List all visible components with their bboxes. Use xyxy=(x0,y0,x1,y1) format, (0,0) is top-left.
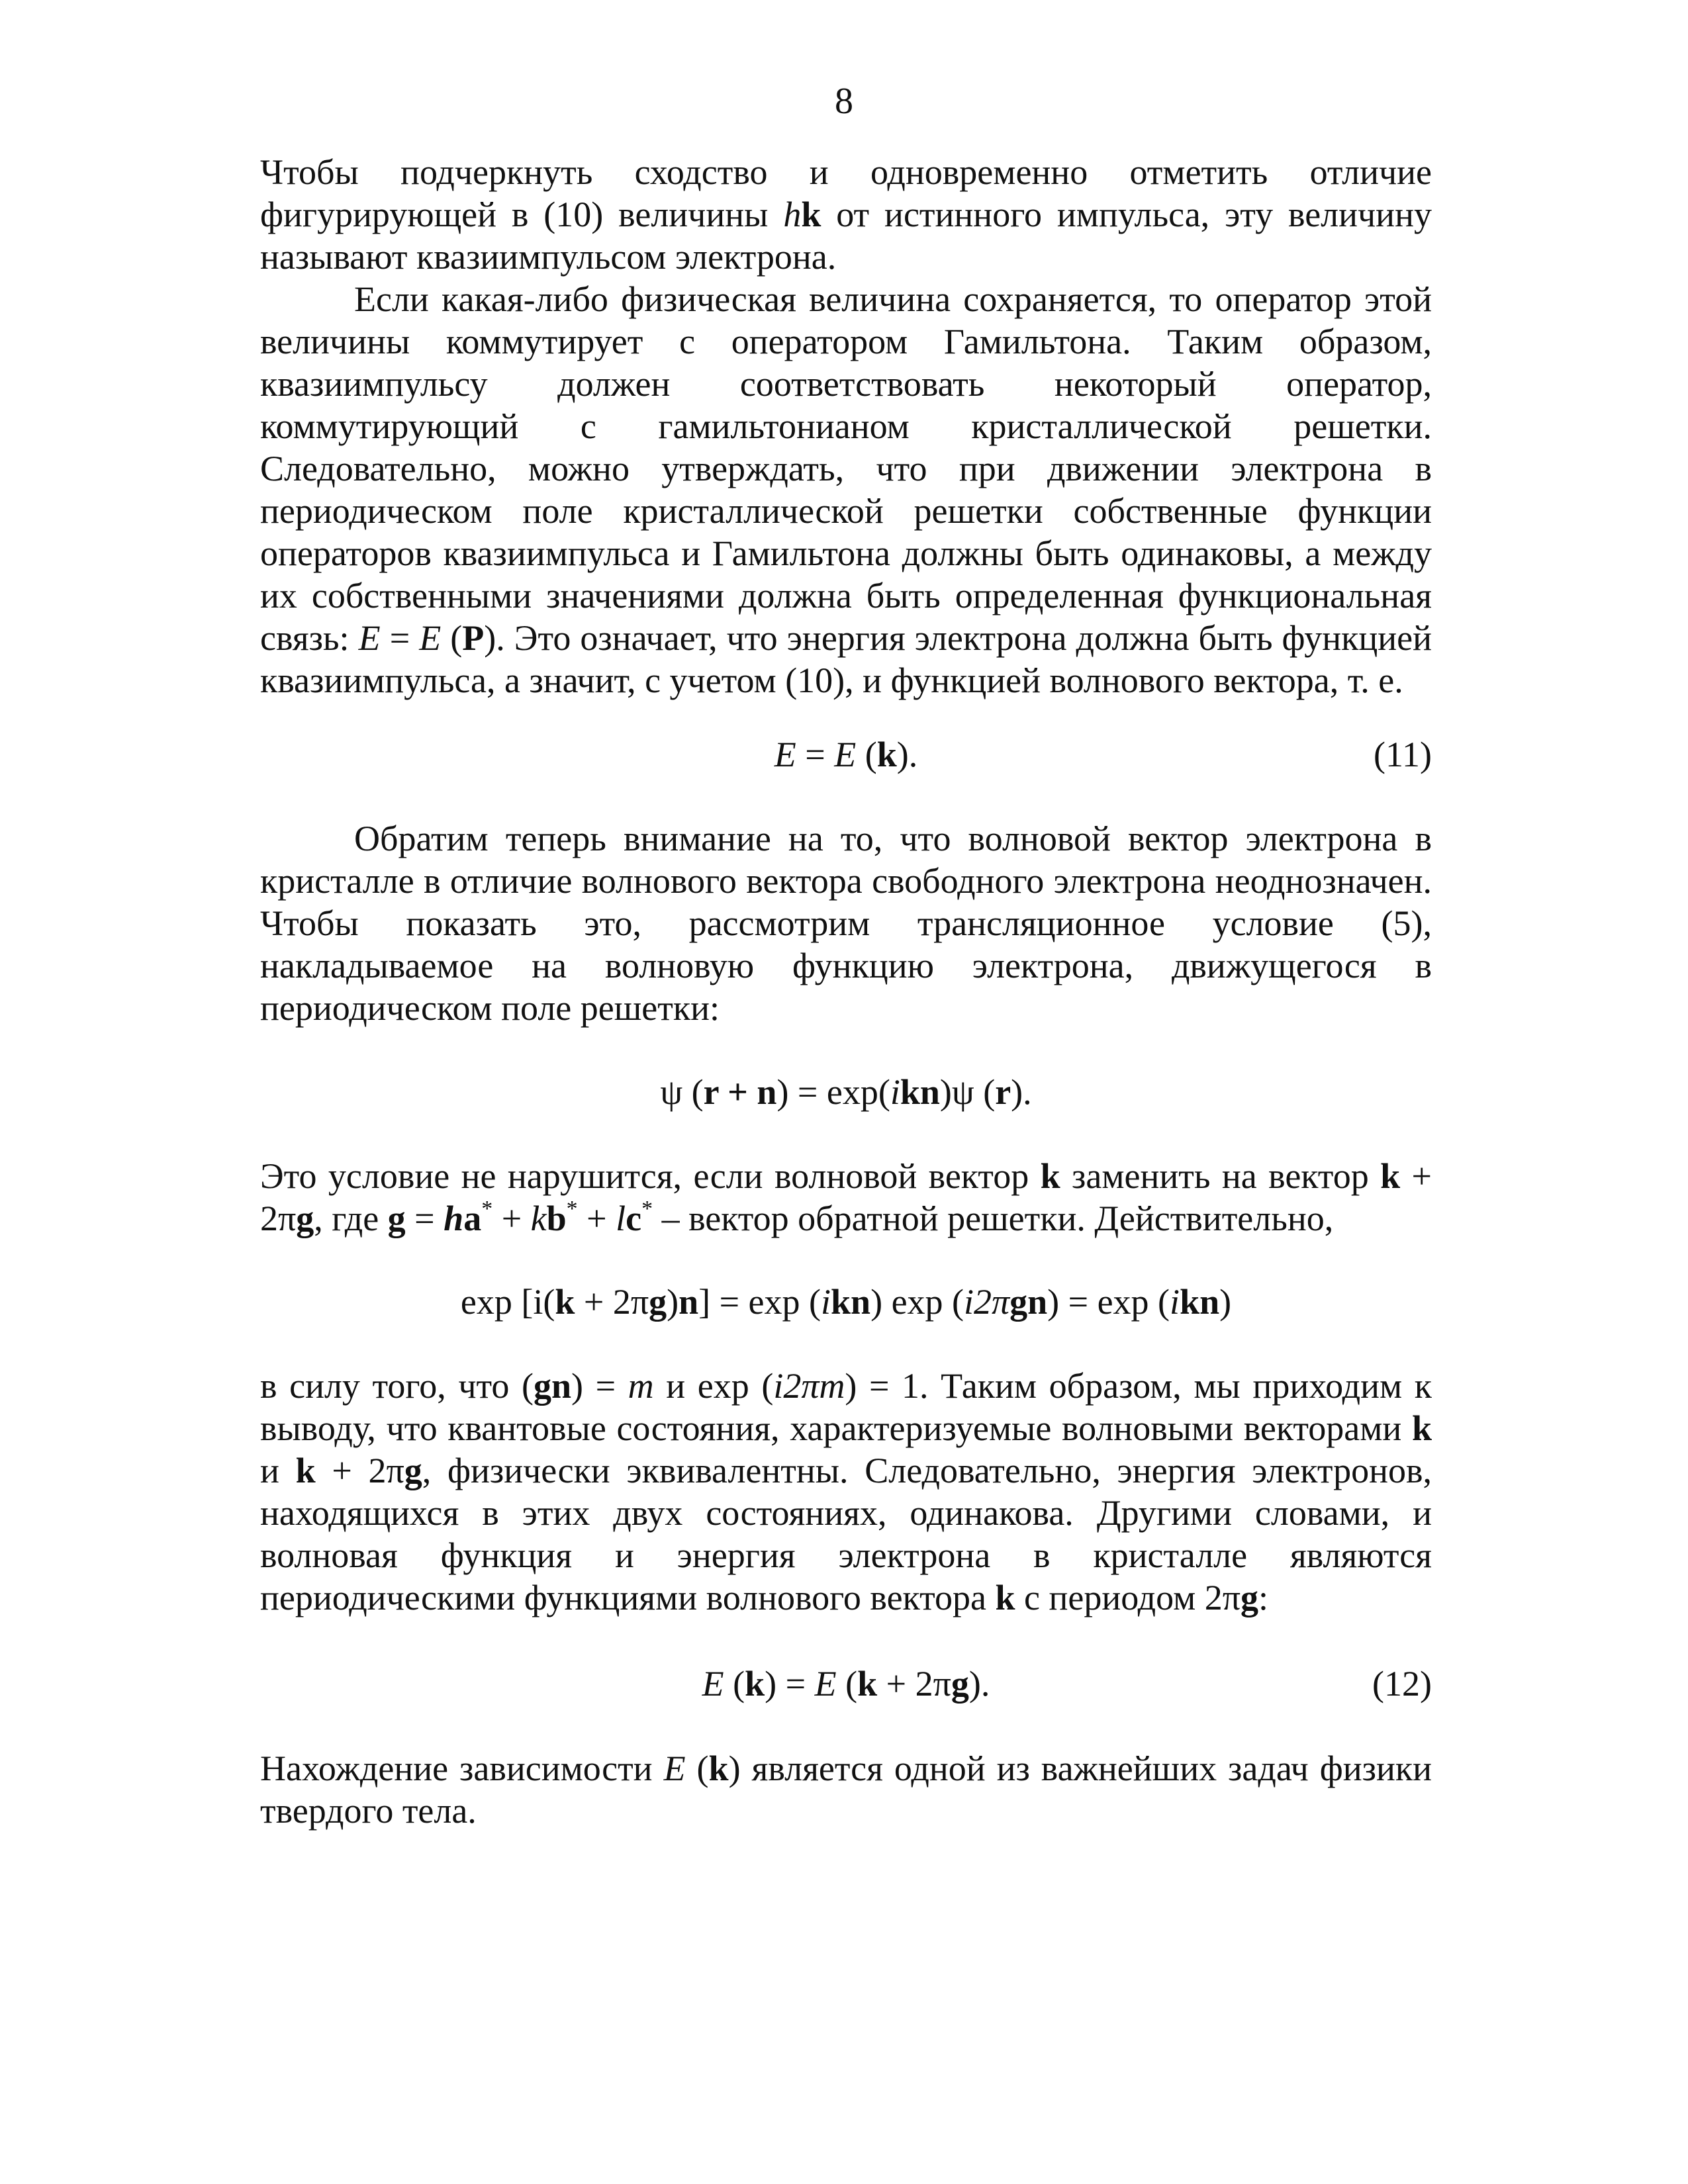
paragraph-reciprocal-lattice: Это условие не нарушится, если волновой вектор k заменить на вектор k + 2πg, где g = ha* + kb* + lc* – вектор обратной решетки. Действительно, xyxy=(260,1156,1432,1238)
equation-translation-condition: ψ (r + n) = exp(ikn)ψ (r). xyxy=(660,1072,1032,1112)
equation-number-12: (12) xyxy=(1372,1664,1432,1704)
equation-number-11: (11) xyxy=(1374,735,1432,774)
equation-exponent-identity: exp [i(k + 2πg)n] = exp (ikn) exp (i2πgn) = exp (ikn) xyxy=(460,1282,1232,1322)
paragraph-conclusion: Нахождение зависимости E (k) является одной из важнейших задач физики твердого тела. xyxy=(260,1749,1432,1831)
equation-11: E = E (k). (11) xyxy=(774,735,1432,774)
page-number: 8 xyxy=(835,81,853,122)
equation-12: E (k) = E (k + 2πg). (12) xyxy=(702,1664,1432,1704)
paragraph-operator-commutation: Если какая-либо физическая величина сохраняется, то оператор этой величины коммутирует с оператором Гамильтона. Таким образом, квазиимпульсу должен соответствовать некоторый оператор, коммутирующий с гамильтонианом кристаллической решетки. Следовательно, можно утверждать, что при движении электрона в периодическом поле кристаллической решетки собственные функции операторов квазиимпульса и Гамильтона должны быть одинаковы, а между их собственными значениями должна быть определенная функциональная связь: E = E (P). Это означает, что энергия электрона должна быть функцией квазиимпульса, а значит, с учетом (10), и функцией волнового вектора, т. е. xyxy=(260,279,1432,700)
paragraph-equivalent-states: в силу того, что (gn) = m и exp (i2πm) = 1. Таким образом, мы приходим к выводу, что квантовые состояния, характеризуемые волновыми векторами k и k + 2πg, физически эквивалентны. Следовательно, энергия электронов, находящихся в этих двух состояниях, одинакова. Другими словами, и волновая функция и энергия электрона в кристалле являются периодическими функциями волнового вектора k с периодом 2πg: xyxy=(260,1366,1432,1617)
paragraph-quasimomentum-intro: Чтобы подчеркнуть сходство и одновременно отметить отличие фигурирующей в (10) величины hk от истинного импульса, эту величину называют квазиимпульсом электрона. xyxy=(260,152,1432,277)
paragraph-wave-vector-ambiguity: Обратим теперь внимание на то, что волновой вектор электрона в кристалле в отличие волнового вектора свободного электрона неоднозначен. Чтобы показать это, рассмотрим трансляционное условие (5), накладываемое на волновую функцию электрона, движущегося в периодическом поле решетки: xyxy=(260,819,1432,1028)
